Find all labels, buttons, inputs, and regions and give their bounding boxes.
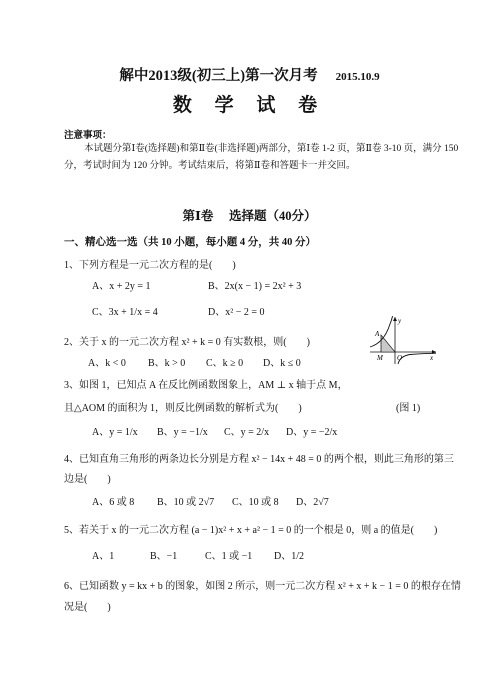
part-heading: 一、精心选一选（共 10 小题，每小题 4 分，共 40 分） <box>64 237 316 248</box>
q4-option-a: A、6 或 8 <box>92 497 135 508</box>
q2-option-d: D、k ≤ 0 <box>263 358 301 369</box>
q3-option-b: B、y = −1/x <box>157 427 208 438</box>
q4-option-c: C、10 或 8 <box>232 497 279 508</box>
q1-option-c: C、3x + 1/x = 4 <box>92 307 158 318</box>
label-x: x <box>430 354 434 362</box>
question-2-stem: 2、关于 x 的一元二次方程 x² + k = 0 有实数根，则( ) <box>64 337 310 348</box>
question-4-stem: 4、已知直角三角形的两条边长分别是方程 x² − 14x + 48 = 0 的两个根，则此三角形的第三 <box>64 454 454 465</box>
subject-title: 数 学 试 卷 <box>172 95 327 116</box>
question-6-stem-2: 况是( ) <box>64 602 111 613</box>
label-y: y <box>398 317 402 325</box>
q2-option-c: C、k ≥ 0 <box>206 358 244 369</box>
q4-option-d: D、2√7 <box>296 497 329 508</box>
q3-option-a: A、y = 1/x <box>92 427 138 438</box>
label-a: A <box>375 330 380 338</box>
q5-option-b: B、−1 <box>150 551 178 562</box>
q3-option-d: D、y = −2/x <box>286 427 338 438</box>
q1-option-d: D、x² − 2 = 0 <box>208 307 265 318</box>
q2-option-b: B、k > 0 <box>148 358 186 369</box>
q4-option-b: B、10 或 2√7 <box>157 497 215 508</box>
q5-option-a: A、1 <box>92 551 115 562</box>
q1-option-a: A、x + 2y = 1 <box>92 281 151 292</box>
question-5-stem: 5、若关于 x 的一元二次方程 (a − 1)x² + x + a² − 1 = 0 的一个根是 0，则 a 的值是( ) <box>64 525 438 536</box>
label-m: M <box>377 354 383 362</box>
question-3-stem-2: 且△AOM 的面积为 1，则反比例函数的解析式为( ) <box>64 403 302 414</box>
question-4-stem-2: 边是( ) <box>64 474 111 485</box>
y-axis-arrow <box>393 317 397 321</box>
q5-option-d: D、1/2 <box>274 551 304 562</box>
exam-title <box>0 64 499 85</box>
question-1-stem: 1、下列方程是一元二次方程的是( ) <box>64 260 236 271</box>
notice-body: 本试题分第Ⅰ卷(选择题)和第Ⅱ卷(非选择题)两部分，第Ⅰ卷 1-2 页，第Ⅱ卷 3-10 页，满分 150 分，考试时间为 120 分钟。考试结束后，将第Ⅱ卷和答题卡一并交回。 <box>64 144 459 171</box>
question-3-stem: 3、如图 1，已知点 A 在反比例函数图象上，AM ⊥ x 轴于点 M， <box>64 380 348 391</box>
q2-option-a: A、k < 0 <box>88 358 126 369</box>
exam-date: 2015.10.9 <box>335 71 380 83</box>
q5-option-c: C、1 或 −1 <box>205 551 253 562</box>
exam-title-text: 解中2013级(初三上)第一次月考 <box>119 68 318 84</box>
q1-option-b: B、2x(x − 1) = 2x² + 3 <box>208 281 302 292</box>
figure-1-graph <box>366 314 440 366</box>
figure-1-label: (图 1) <box>396 403 421 414</box>
question-6-stem: 6、已知函数 y = kx + b 的图象，如图 2 所示，则一元二次方程 x² + x + k − 1 = 0 的根存在情 <box>64 581 461 592</box>
section-title: 第Ⅰ卷 选择题（40分） <box>182 209 317 223</box>
label-o: O <box>397 354 403 362</box>
q3-option-c: C、y = 2/x <box>224 427 270 438</box>
notice-heading: 注意事项： <box>64 131 112 141</box>
